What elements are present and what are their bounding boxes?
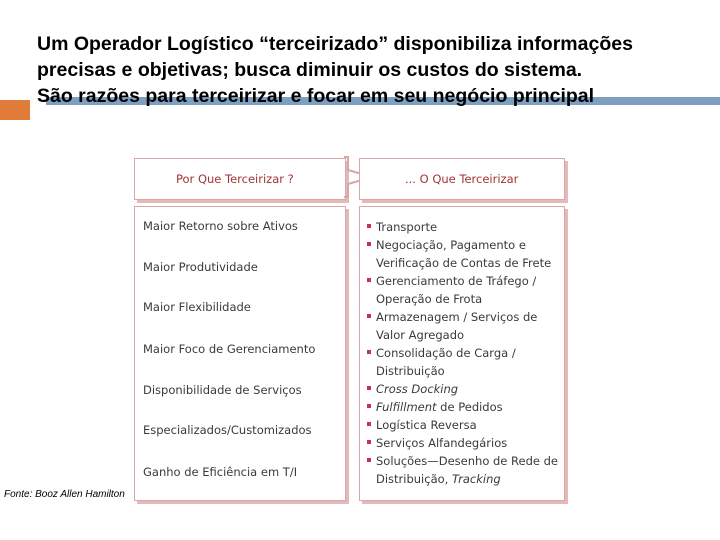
service-item xyxy=(366,236,562,272)
service-item xyxy=(366,416,562,434)
bullet-icon xyxy=(367,404,371,408)
service-item xyxy=(366,380,562,398)
services-box xyxy=(359,206,565,501)
bullet-icon xyxy=(367,278,371,282)
service-text-italic: Cross Docking xyxy=(376,382,459,396)
service-text: Logística Reversa xyxy=(376,418,477,432)
service-text: Serviços Alfandegários xyxy=(376,436,508,450)
service-text-italic: Tracking xyxy=(451,472,501,486)
service-text-italic: Fulfillment xyxy=(376,400,437,414)
bullet-icon xyxy=(367,440,371,444)
source-note: Fonte: Booz Allen Hamilton xyxy=(4,489,125,500)
bullet-icon xyxy=(367,458,371,462)
services-list xyxy=(366,218,562,488)
service-item xyxy=(366,452,562,488)
service-text: Gerenciamento de Tráfego / Operação de Frota xyxy=(376,274,537,306)
service-text: Transporte xyxy=(376,220,438,234)
bullet-icon xyxy=(367,242,371,246)
what-outsource-header: ... O Que Terceirizar xyxy=(405,172,519,186)
reason-item: Maior Produtividade xyxy=(143,260,258,274)
service-text: Soluções—Desenho de Rede de Distribuição, xyxy=(376,454,558,486)
what-outsource-header-box xyxy=(359,158,565,200)
reason-item: Especializados/Customizados xyxy=(143,423,312,437)
slide-heading xyxy=(37,31,697,109)
service-text: Armazenagem / Serviços de Valor Agregado xyxy=(376,310,538,342)
why-outsource-header-box xyxy=(134,158,346,200)
bullet-icon xyxy=(367,314,371,318)
bullet-icon xyxy=(367,422,371,426)
service-text: Negociação, Pagamento e Verificação de Contas de Frete xyxy=(376,238,552,270)
reason-item: Maior Retorno sobre Ativos xyxy=(143,219,298,233)
bullet-icon xyxy=(367,224,371,228)
service-text: Consolidação de Carga / Distribuição xyxy=(376,346,516,378)
service-item xyxy=(366,308,562,344)
title-accent-block xyxy=(0,100,30,120)
service-item xyxy=(366,272,562,308)
reason-item: Maior Foco de Gerenciamento xyxy=(143,342,316,356)
reasons-box xyxy=(134,206,346,501)
service-item xyxy=(366,398,562,416)
bullet-icon xyxy=(367,350,371,354)
reason-item: Ganho de Eficiência em T/I xyxy=(143,465,298,479)
why-outsource-header: Por Que Terceirizar ? xyxy=(176,172,294,186)
heading-subtext: São razões para terceirizar e focar em seu negócio principal xyxy=(37,85,595,107)
service-item xyxy=(366,344,562,380)
reason-item: Maior Flexibilidade xyxy=(143,300,251,314)
service-item xyxy=(366,218,562,236)
reason-item: Disponibilidade de Serviços xyxy=(143,383,302,397)
bullet-icon xyxy=(367,386,371,390)
heading-text: Um Operador Logístico “terceirizado” disponibiliza informações precisas e objetivas; busca diminuir os custos do sistema. xyxy=(37,33,633,81)
service-text: de Pedidos xyxy=(436,400,503,414)
service-item xyxy=(366,434,562,452)
